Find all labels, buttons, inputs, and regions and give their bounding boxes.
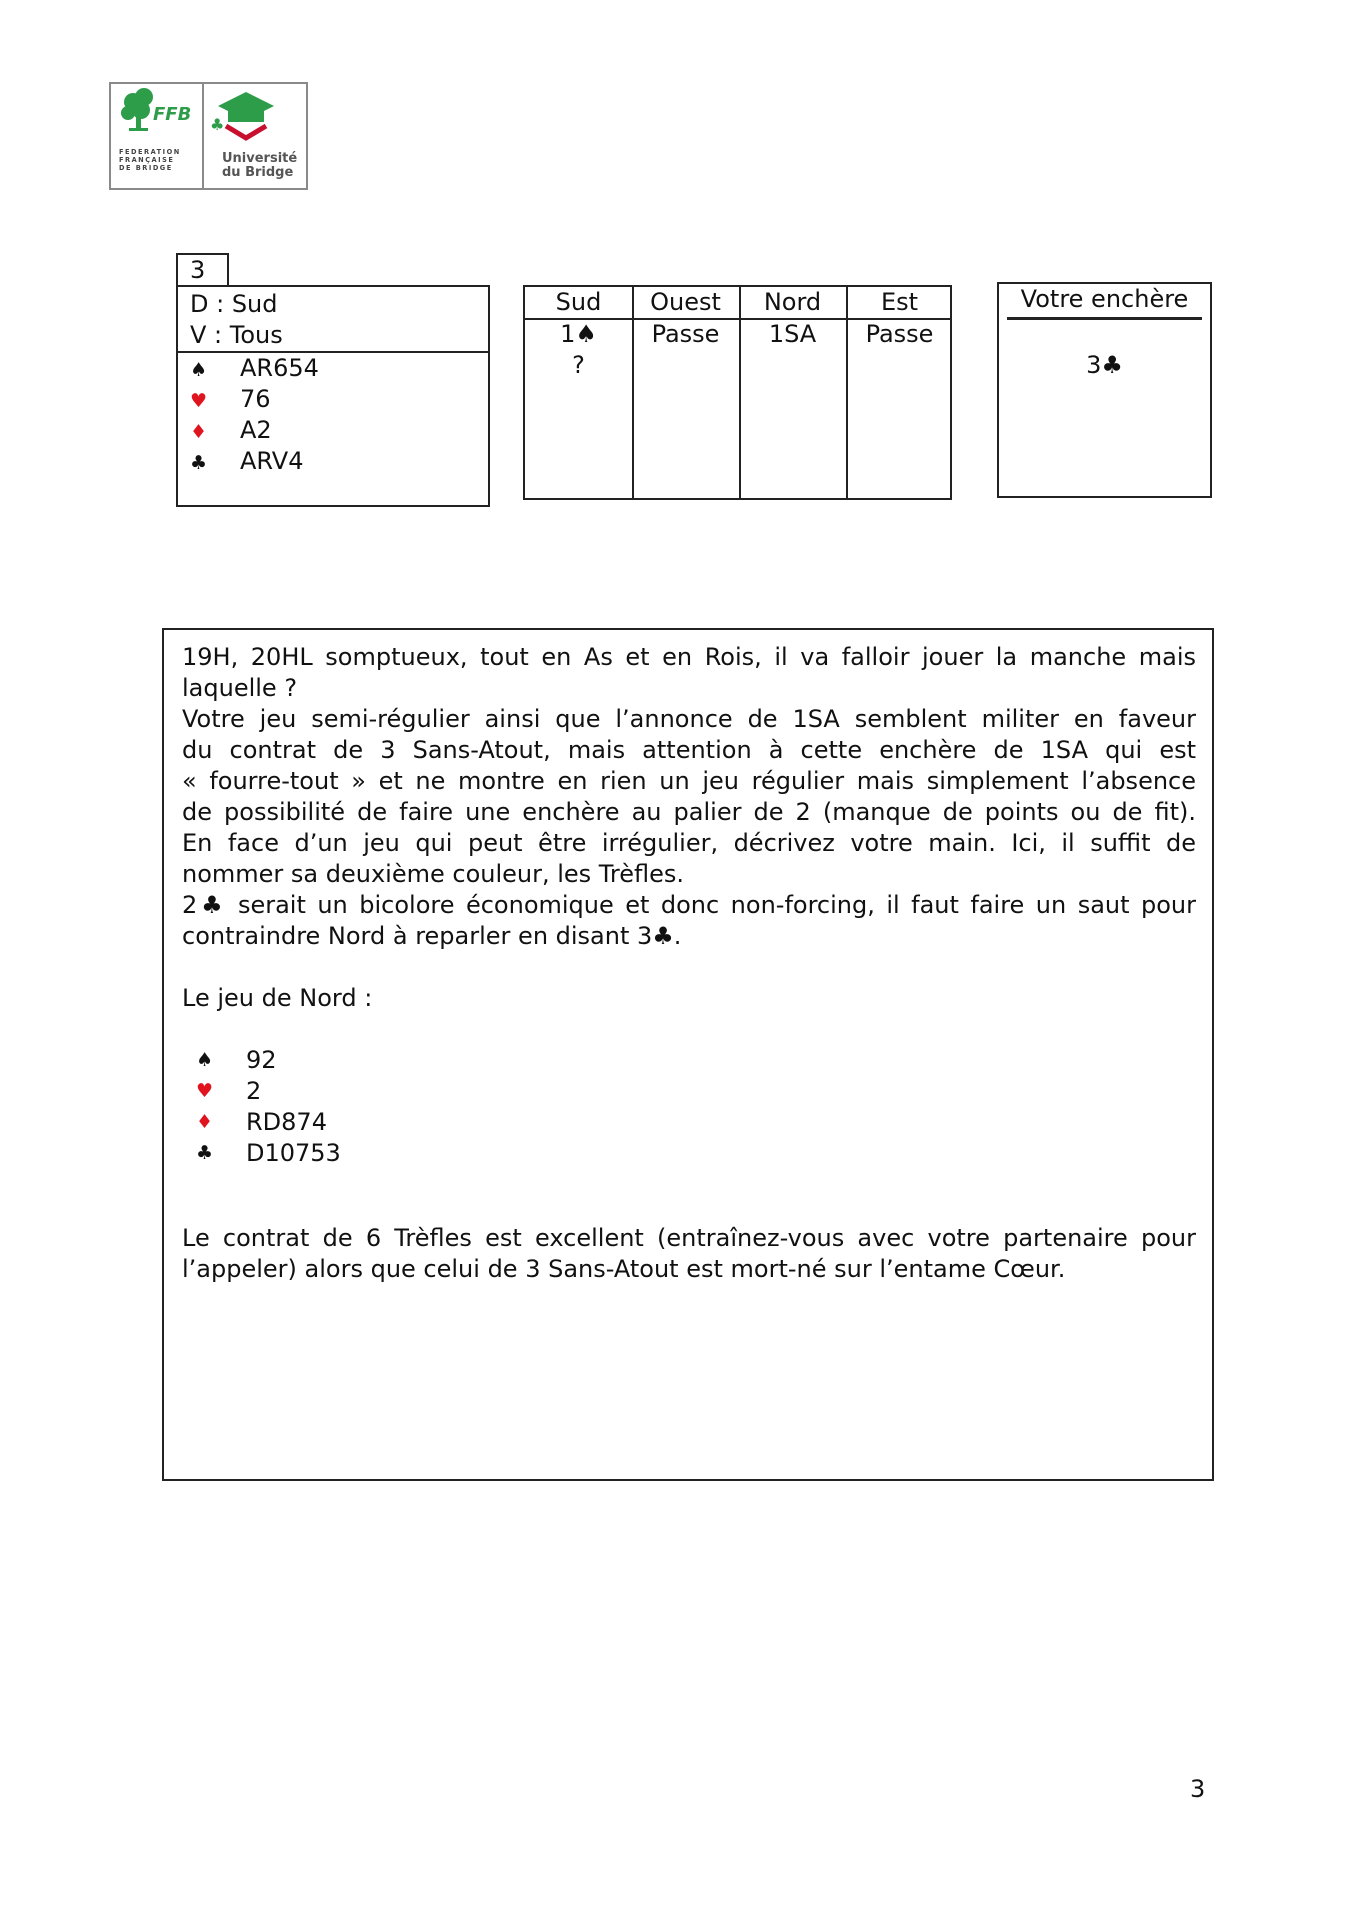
diamond-icon: ♦ bbox=[196, 1111, 214, 1133]
nord-cards: D10753 bbox=[246, 1139, 341, 1167]
answer-bid: 3♣ bbox=[1086, 351, 1123, 379]
spade-icon: ♠ bbox=[196, 1049, 214, 1071]
logo bbox=[109, 82, 308, 190]
explanation-line: laquelle ? bbox=[182, 674, 298, 702]
bidding-table bbox=[523, 285, 952, 500]
nord-cards: RD874 bbox=[246, 1108, 327, 1136]
graduation-cap-icon bbox=[204, 86, 309, 148]
hand-cards: ARV4 bbox=[240, 447, 304, 475]
explanation-line: l’appeler) alors que celui de 3 Sans-Atout est mort-né sur l’entame Cœur. bbox=[182, 1255, 1066, 1283]
svg-text:♣: ♣ bbox=[210, 115, 225, 134]
answer-box bbox=[997, 282, 1212, 498]
nord-cards: 92 bbox=[246, 1046, 277, 1074]
hand-row-clubs bbox=[190, 446, 304, 479]
club-icon: ♣ bbox=[196, 1142, 214, 1164]
bid-cell-question: ? bbox=[572, 351, 585, 379]
explanation-line: En face d’un jeu qui peut être irrégulier, décrivez votre main. Ici, il suffit de bbox=[182, 829, 1196, 857]
heart-icon: ♥ bbox=[196, 1080, 214, 1102]
heart-icon: ♥ bbox=[190, 390, 208, 412]
explanation-line: 19H, 20HL somptueux, tout en As et en Rois, il va falloir jouer la manche mais bbox=[182, 643, 1196, 671]
hand-row-diamonds bbox=[190, 415, 272, 448]
answer-title: Votre enchère bbox=[1020, 285, 1189, 313]
hand-cards: 76 bbox=[240, 385, 271, 413]
bid-header-est: Est bbox=[880, 288, 919, 316]
vulnerability: V : Tous bbox=[190, 321, 283, 349]
hand-cards: AR654 bbox=[240, 354, 319, 382]
explanation-box bbox=[162, 628, 1214, 1481]
page-number: 3 bbox=[1190, 1775, 1206, 1803]
hand-cards: A2 bbox=[240, 416, 272, 444]
explanation-line: Votre jeu semi-régulier ainsi que l’annonce de 1SA semblent militer en faveur bbox=[182, 705, 1196, 733]
deal-box bbox=[176, 285, 490, 507]
explanation-line: du contrat de 3 Sans-Atout, mais attention à cette enchère de 1SA qui est bbox=[182, 736, 1196, 764]
explanation-line: 2♣ serait un bicolore économique et donc non-forcing, il faut faire un saut pour bbox=[182, 891, 1196, 919]
explanation-line: nommer sa deuxième couleur, les Trèfles. bbox=[182, 860, 685, 888]
bid-cell: 1SA bbox=[768, 320, 817, 348]
explanation-line: de possibilité de faire une enchère au palier de 2 (manque de points ou de fit). bbox=[182, 798, 1196, 826]
bid-cell: 1♠ bbox=[560, 320, 597, 348]
explanation-line: « fourre-tout » et ne montre en rien un jeu régulier mais simplement l’absence bbox=[182, 767, 1196, 795]
diamond-icon: ♦ bbox=[190, 421, 208, 443]
bid-header-ouest: Ouest bbox=[650, 288, 721, 316]
hand-row-spades bbox=[190, 353, 319, 386]
spade-icon: ♠ bbox=[190, 359, 208, 381]
hand-row-hearts bbox=[190, 384, 271, 417]
explanation-line: Le contrat de 6 Trèfles est excellent (entraînez-vous avec votre partenaire pour bbox=[182, 1224, 1196, 1252]
ffb-caption: FEDERATION FRANÇAISE DE BRIDGE bbox=[119, 148, 181, 173]
explanation-line: contraindre Nord à reparler en disant 3♣. bbox=[182, 922, 682, 950]
bid-header-nord: Nord bbox=[763, 288, 822, 316]
ffb-logo bbox=[111, 84, 204, 188]
nord-cards: 2 bbox=[246, 1077, 262, 1105]
universite-logo bbox=[204, 84, 306, 188]
universite-caption: Université du Bridge bbox=[222, 151, 298, 180]
ffb-letters: FFB bbox=[153, 104, 192, 125]
club-icon: ♣ bbox=[190, 452, 208, 474]
dealer: D : Sud bbox=[190, 290, 278, 318]
deal-number: 3 bbox=[176, 253, 229, 286]
nord-hand-title: Le jeu de Nord : bbox=[182, 984, 373, 1012]
bid-cell: Passe bbox=[865, 320, 934, 348]
bid-cell: Passe bbox=[651, 320, 720, 348]
bid-header-sud: Sud bbox=[555, 288, 602, 316]
